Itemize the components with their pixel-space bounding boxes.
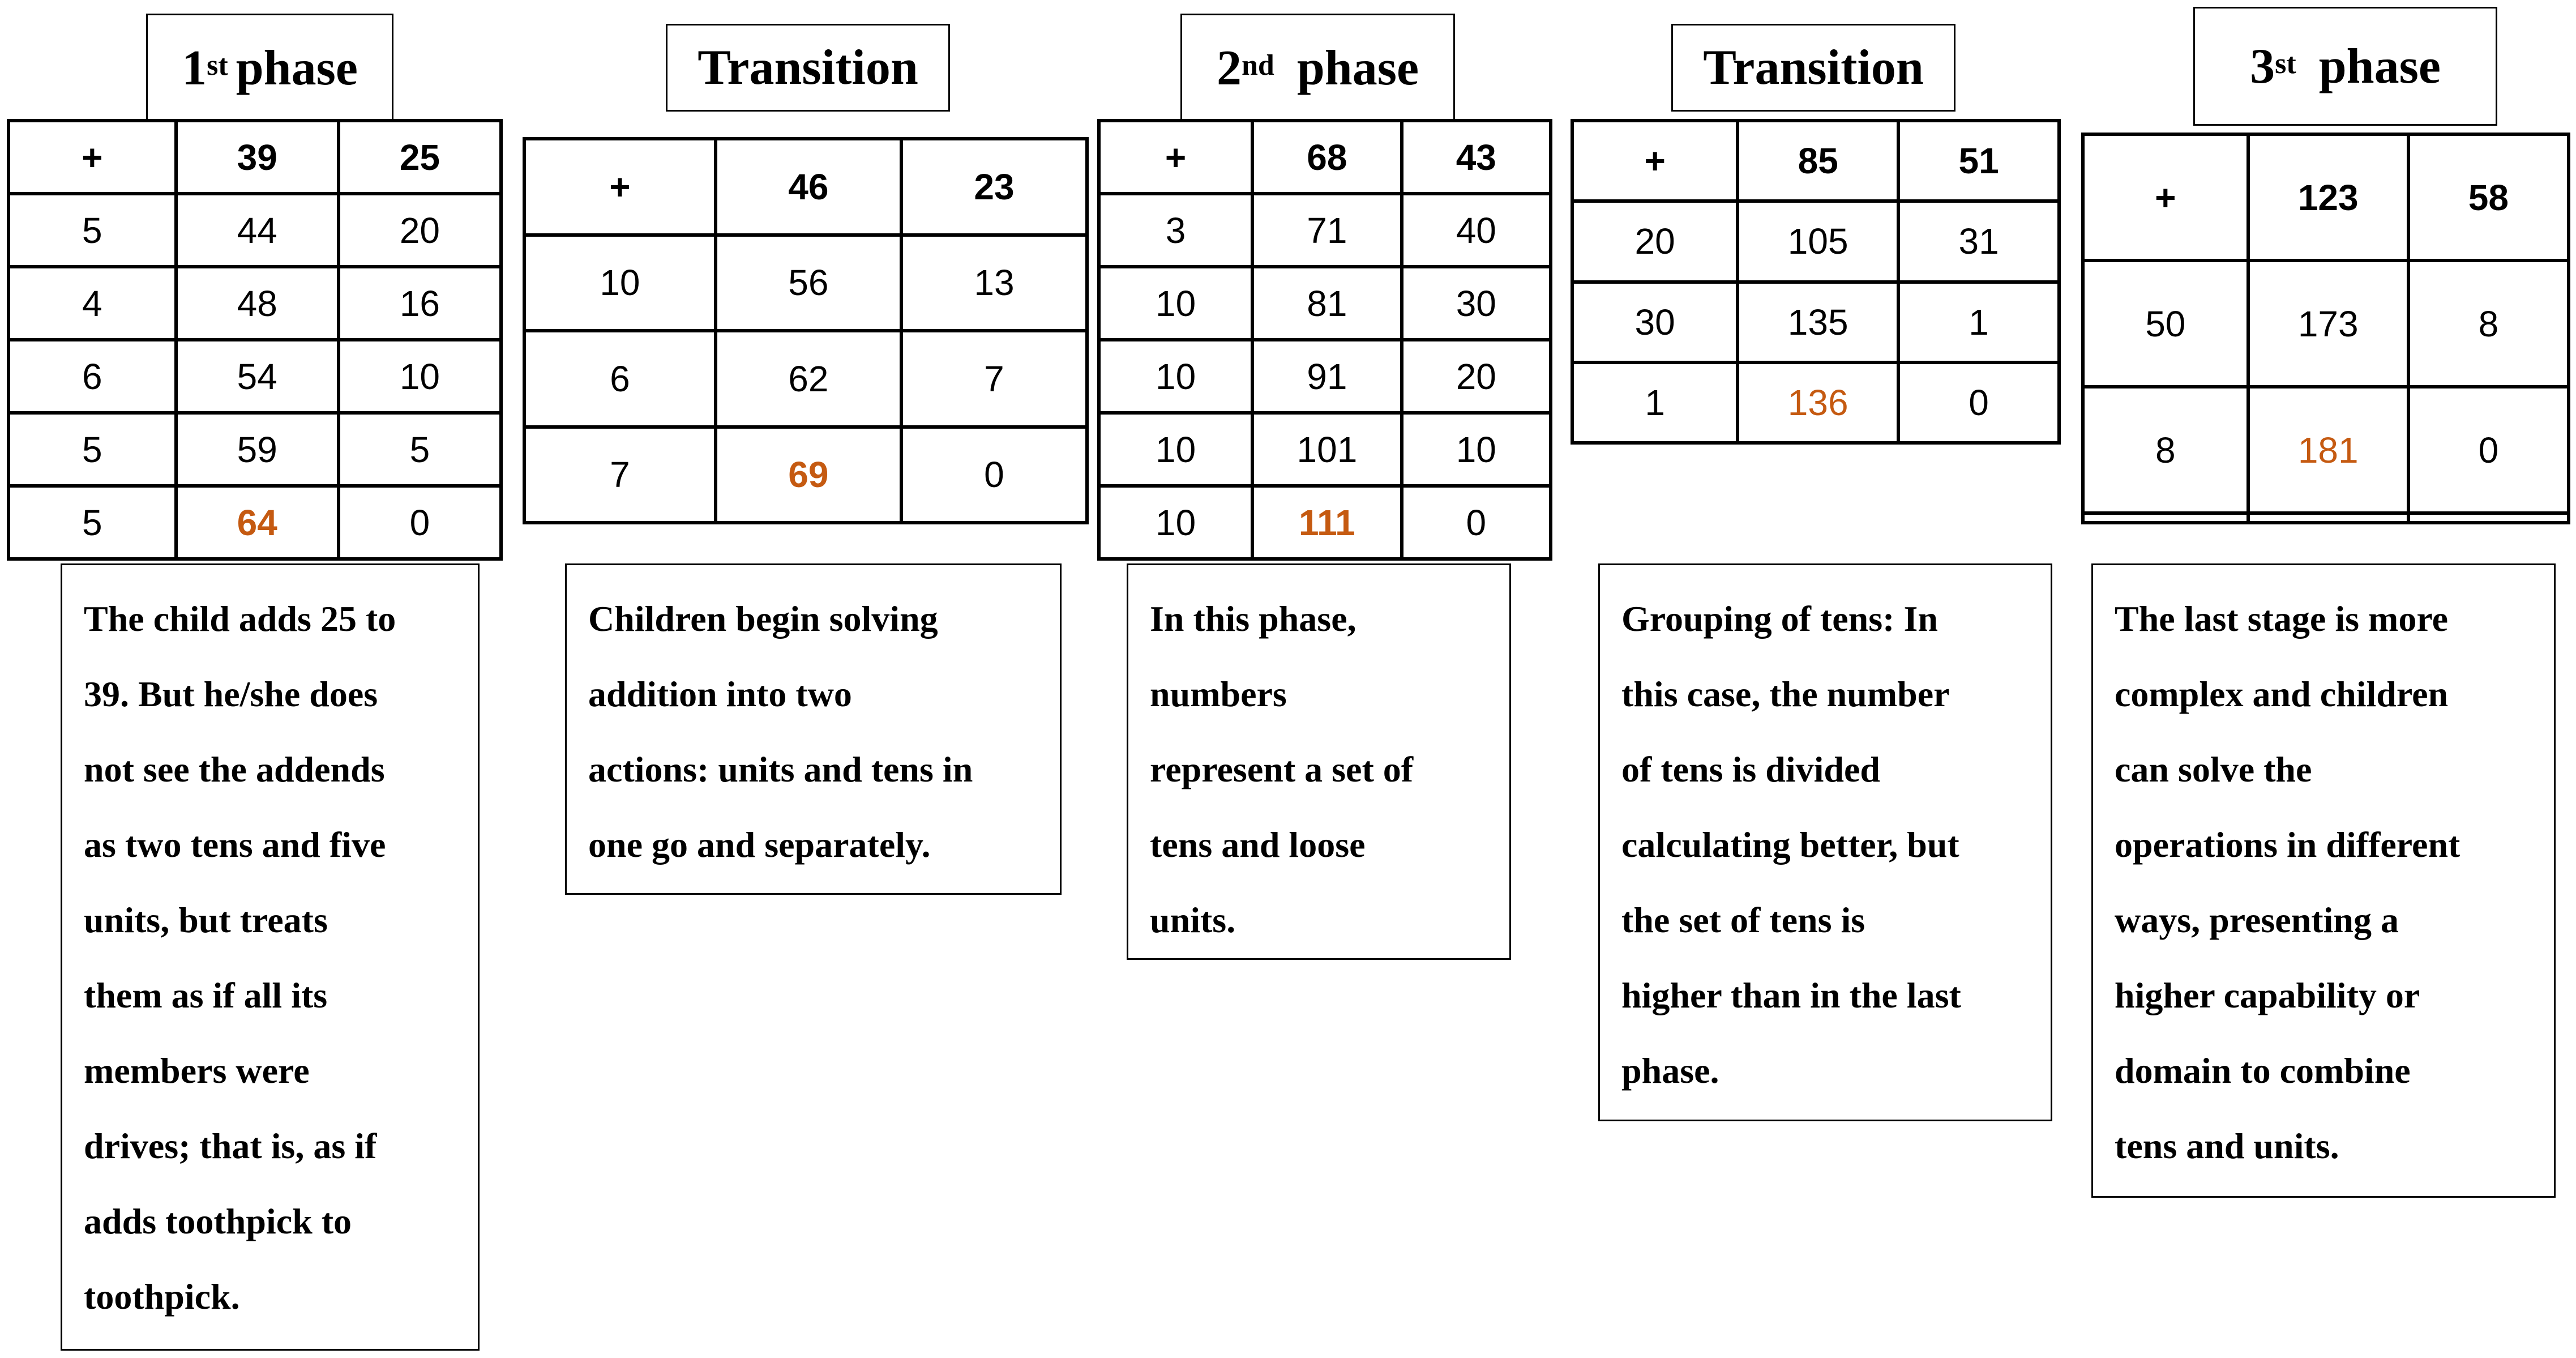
description-line: ways, presenting a	[2115, 900, 2399, 940]
description-line: Grouping of tens: In	[1621, 599, 1938, 639]
table-cell: 7	[901, 331, 1087, 427]
table-cell: 5	[8, 486, 176, 559]
table-row	[1572, 201, 2059, 281]
panel-1-title-ordinal: 1	[182, 40, 207, 96]
description-line: units.	[1150, 900, 1236, 940]
result-cell: 111	[1252, 486, 1401, 559]
panel-4-title	[1671, 24, 1955, 112]
description-line: The child adds 25 to	[84, 599, 396, 639]
table-cell: 48	[176, 267, 339, 340]
panel-2-description	[565, 563, 1062, 895]
panel-3-description	[1127, 563, 1511, 960]
table-row	[2083, 513, 2569, 523]
table-cell: 0	[1402, 486, 1551, 559]
table-cell: 105	[1738, 201, 1898, 281]
addend-cell: 123	[2248, 134, 2408, 261]
table-row	[1099, 340, 1551, 413]
table-row	[2083, 387, 2569, 513]
table-cell	[2408, 513, 2569, 523]
table-row	[1572, 362, 2059, 443]
description-line: represent a set of	[1150, 749, 1414, 789]
table-cell: 13	[901, 235, 1087, 331]
panel-3-title-word: phase	[1296, 40, 1419, 96]
table-row	[1099, 486, 1551, 559]
table-cell: 20	[1402, 340, 1551, 413]
table-cell: 5	[8, 413, 176, 486]
table-header-row	[8, 121, 501, 194]
description-line: tens and units.	[2115, 1126, 2339, 1166]
table-cell: 91	[1252, 340, 1401, 413]
table-cell: 7	[524, 427, 716, 523]
description-line: one go and separately.	[588, 825, 931, 865]
table-cell: 6	[524, 331, 716, 427]
addend-cell: 51	[1898, 121, 2059, 201]
panel-5-title-word: phase	[2318, 39, 2441, 94]
table-cell: 0	[339, 486, 501, 559]
table-cell: 16	[339, 267, 501, 340]
table-cell: 10	[339, 340, 501, 413]
table-cell: 10	[1099, 267, 1252, 340]
addend-cell: 85	[1738, 121, 1898, 201]
table-cell: 135	[1738, 282, 1898, 362]
description-line: complex and children	[2115, 674, 2449, 714]
table-header-row	[2083, 134, 2569, 261]
operator-cell: +	[2083, 134, 2248, 261]
result-cell: 69	[716, 427, 901, 523]
panel-1-table	[7, 119, 503, 561]
description-line: addition into two	[588, 674, 852, 714]
table-row	[1099, 267, 1551, 340]
description-line: tens and loose	[1150, 825, 1366, 865]
panel-4-title-word: Transition	[1703, 40, 1924, 95]
result-cell: 181	[2248, 387, 2408, 513]
addend-cell: 25	[339, 121, 501, 194]
table-cell: 0	[2408, 387, 2569, 513]
table-row	[1099, 413, 1551, 486]
table-row	[8, 194, 501, 267]
table-header-row	[524, 139, 1087, 235]
table-cell: 5	[339, 413, 501, 486]
panel-1-title-word: phase	[236, 40, 358, 96]
addend-cell: 39	[176, 121, 339, 194]
table-cell: 40	[1402, 194, 1551, 267]
panel-2-title	[666, 24, 950, 112]
panel-1-title: 1 $^{st}$ phase	[146, 14, 393, 122]
table-header-row	[1099, 121, 1551, 194]
panel-3-table	[1097, 119, 1552, 561]
table-cell: 50	[2083, 261, 2248, 387]
table-row	[524, 427, 1087, 523]
description-line: members were	[84, 1050, 310, 1091]
table-cell: 4	[8, 267, 176, 340]
result-cell: 136	[1738, 362, 1898, 443]
description-line: as two tens and five	[84, 825, 386, 865]
description-line: the set of tens is	[1621, 900, 1865, 940]
table-cell: 30	[1402, 267, 1551, 340]
description-line: drives; that is, as if	[84, 1126, 377, 1166]
description-line: phase.	[1621, 1050, 1719, 1091]
table-row	[1099, 194, 1551, 267]
table-cell: 59	[176, 413, 339, 486]
description-line: domain to combine	[2115, 1050, 2411, 1091]
panel-1-description	[61, 563, 480, 1351]
panel-3-title-ordinal: 2	[1216, 40, 1242, 96]
table-cell: 10	[1099, 340, 1252, 413]
table-cell: 54	[176, 340, 339, 413]
panel-3-title: 2 $^{nd}$ phase	[1180, 14, 1455, 122]
operator-cell: +	[1099, 121, 1252, 194]
table-row	[8, 267, 501, 340]
description-line: operations in different	[2115, 825, 2461, 865]
description-line: In this phase,	[1150, 599, 1357, 639]
description-line: not see the addends	[84, 749, 385, 789]
table-cell: 10	[1099, 486, 1252, 559]
table-row	[8, 340, 501, 413]
description-line: Children begin solving	[588, 599, 938, 639]
table-cell: 10	[524, 235, 716, 331]
table-cell: 5	[8, 194, 176, 267]
table-cell	[2248, 513, 2408, 523]
description-line: numbers	[1150, 674, 1287, 714]
panel-5-title: 3 $^{st}$ phase	[2193, 7, 2497, 126]
table-cell: 1	[1898, 282, 2059, 362]
table-row	[8, 486, 501, 559]
table-cell	[2083, 513, 2248, 523]
table-cell: 10	[1099, 413, 1252, 486]
description-line: higher than in the last	[1621, 975, 1961, 1015]
table-row	[1572, 282, 2059, 362]
table-cell: 71	[1252, 194, 1401, 267]
description-line: The last stage is more	[2115, 599, 2448, 639]
description-line: actions: units and tens in	[588, 749, 973, 789]
table-cell: 173	[2248, 261, 2408, 387]
description-line: toothpick.	[84, 1276, 240, 1317]
description-line: higher capability or	[2115, 975, 2420, 1015]
panel-5-description	[2091, 563, 2556, 1198]
table-row	[524, 235, 1087, 331]
addend-cell: 68	[1252, 121, 1401, 194]
description-line: calculating better, but	[1621, 825, 1959, 865]
description-line: can solve the	[2115, 749, 2312, 789]
table-cell: 8	[2408, 261, 2569, 387]
panel-2-table	[523, 137, 1089, 524]
result-cell: 64	[176, 486, 339, 559]
operator-cell: +	[8, 121, 176, 194]
table-cell: 31	[1898, 201, 2059, 281]
description-line: them as if all its	[84, 975, 328, 1015]
table-cell: 81	[1252, 267, 1401, 340]
table-row	[8, 413, 501, 486]
panel-5-table	[2081, 133, 2570, 524]
description-line: adds toothpick to	[84, 1201, 352, 1241]
panel-2-title-word: Transition	[698, 40, 918, 95]
addend-cell: 58	[2408, 134, 2569, 261]
table-cell: 8	[2083, 387, 2248, 513]
panel-5-title-ordinal: 3	[2250, 39, 2275, 94]
table-cell: 20	[1572, 201, 1738, 281]
table-cell: 10	[1402, 413, 1551, 486]
panel-4-description	[1598, 563, 2052, 1121]
addend-cell: 23	[901, 139, 1087, 235]
table-cell: 44	[176, 194, 339, 267]
table-row	[524, 331, 1087, 427]
table-cell: 1	[1572, 362, 1738, 443]
table-cell: 3	[1099, 194, 1252, 267]
table-cell: 20	[339, 194, 501, 267]
description-line: 39. But he/she does	[84, 674, 378, 714]
table-header-row	[1572, 121, 2059, 201]
table-cell: 0	[901, 427, 1087, 523]
description-line: of tens is divided	[1621, 749, 1880, 789]
addend-cell: 43	[1402, 121, 1551, 194]
table-cell: 101	[1252, 413, 1401, 486]
table-cell: 56	[716, 235, 901, 331]
operator-cell: +	[1572, 121, 1738, 201]
description-line: units, but treats	[84, 900, 328, 940]
table-row	[2083, 261, 2569, 387]
table-cell: 62	[716, 331, 901, 427]
panel-4-table	[1571, 119, 2061, 445]
operator-cell: +	[524, 139, 716, 235]
addend-cell: 46	[716, 139, 901, 235]
table-cell: 0	[1898, 362, 2059, 443]
table-cell: 6	[8, 340, 176, 413]
description-line: this case, the number	[1621, 674, 1950, 714]
table-cell: 30	[1572, 282, 1738, 362]
